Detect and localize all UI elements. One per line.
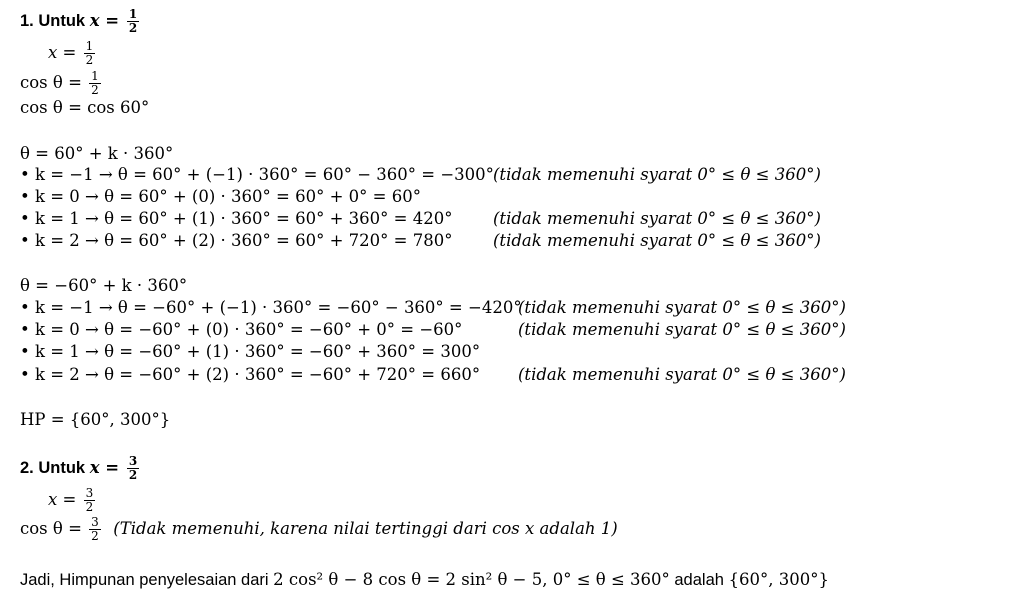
fraction: $\frac{3}{2}$ (91, 515, 99, 543)
conclusion (20, 570, 829, 590)
section-2-label: 2. Untuk (20, 459, 90, 477)
solution-set-1: HP = {60°, 300°} (20, 410, 171, 429)
list-item: • k = −1 → θ = 60° + (−1) · 360° = 60° − 360° = −300° (20, 165, 494, 184)
list-item-note: (tidak memenuhi syarat 0° ≤ θ ≤ 360°) (493, 231, 821, 250)
section-1-fraction: $\frac{1}{2}$ (128, 7, 138, 35)
list-item: • k = −1 → θ = −60° + (−1) · 360° = −60° − 360° = −420° (20, 298, 522, 317)
step-cos-note-2: (Tidak memenuhi, karena nilai tertinggi dari cos x adalah 1) (113, 519, 618, 538)
conclusion-equation: 2 cos² θ − 8 cos θ = 2 sin² θ − 5, 0° ≤ θ ≤ 360° (273, 570, 670, 589)
general-solution-positive: θ = 60° + k · 360° (20, 144, 174, 163)
step-cos-60: cos θ = cos 60° (20, 98, 150, 117)
list-item-note: (tidak memenuhi syarat 0° ≤ θ ≤ 360°) (518, 320, 846, 339)
list-item: • k = 1 → θ = −60° + (1) · 360° = −60° + 360° = 300° (20, 342, 481, 361)
section-2-variable: x = (89, 458, 125, 477)
section-1-heading (20, 8, 141, 35)
list-item-note: (tidak memenuhi syarat 0° ≤ θ ≤ 360°) (518, 365, 846, 384)
step-cos-value-1: cos θ = $\frac{1}{2}$ (20, 69, 99, 97)
general-solution-negative: θ = −60° + k · 360° (20, 276, 188, 295)
section-1-label: 1. Untuk (20, 12, 90, 30)
step-x-value-1: x = $\frac{1}{2}$ (48, 39, 94, 67)
conclusion-result: {60°, 300°} (728, 570, 829, 589)
step-x-value-2: x = $\frac{3}{2}$ (48, 486, 94, 514)
fraction: $\frac{1}{2}$ (91, 69, 99, 97)
fraction: $\frac{1}{2}$ (85, 39, 94, 67)
list-item: • k = 1 → θ = 60° + (1) · 360° = 60° + 360° = 420° (20, 209, 453, 228)
step-cos-value-2: cos θ = $\frac{3}{2}$ (Tidak memenuhi, karena nilai tertinggi dari cos x adalah 1) (20, 515, 618, 543)
section-2-heading (20, 455, 141, 482)
list-item: • k = 2 → θ = 60° + (2) · 360° = 60° + 720° = 780° (20, 231, 453, 250)
section-2-fraction: $\frac{3}{2}$ (128, 454, 138, 482)
list-item: • k = 2 → θ = −60° + (2) · 360° = −60° + 720° = 660° (20, 365, 481, 384)
list-item-note: (tidak memenuhi syarat 0° ≤ θ ≤ 360°) (493, 209, 821, 228)
list-item: • k = 0 → θ = 60° + (0) · 360° = 60° + 0° = 60° (20, 187, 421, 206)
list-item-note: (tidak memenuhi syarat 0° ≤ θ ≤ 360°) (493, 165, 821, 184)
conclusion-prefix: Jadi, Himpunan penyelesaian dari (20, 571, 274, 589)
fraction: $\frac{3}{2}$ (85, 486, 94, 514)
section-1-variable: x = (89, 11, 125, 30)
list-item-note: (tidak memenuhi syarat 0° ≤ θ ≤ 360°) (518, 298, 846, 317)
conclusion-middle: adalah (669, 571, 729, 589)
list-item: • k = 0 → θ = −60° + (0) · 360° = −60° + 0° = −60° (20, 320, 463, 339)
